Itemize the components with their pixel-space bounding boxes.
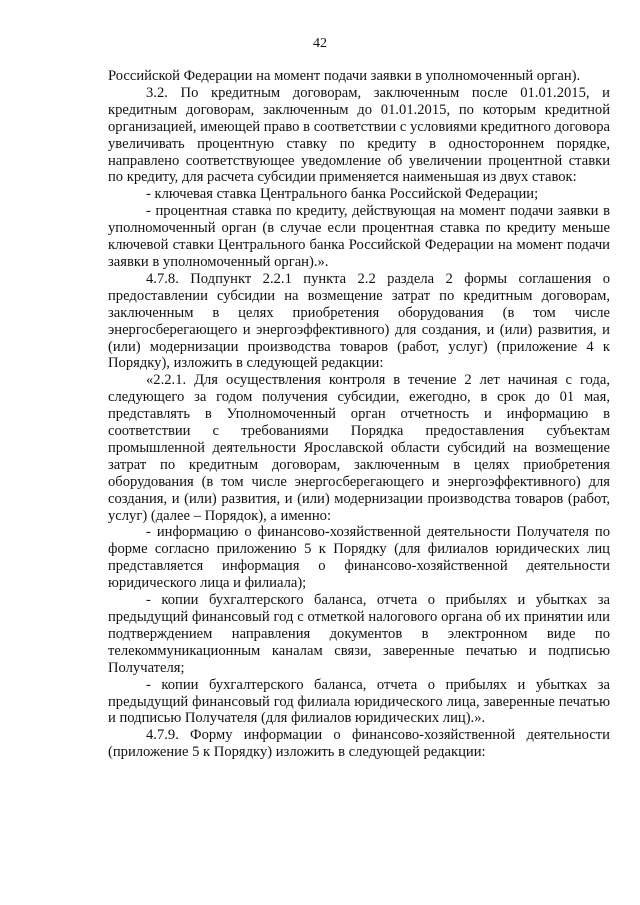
list-item-loan-rate: - процентная ставка по кредиту, действующая на момент подачи заявки в уполномоченный орган (в случае если процентная ставка по кредиту меньше ключевой ставки Центрального банка Российской Федерации на момент подачи заявки в уполномоченный орган).».: [108, 203, 610, 270]
list-item-balance-copies: - копии бухгалтерского баланса, отчета о прибылях и убытках за предыдущий финансовый год с отметкой налогового органа об их принятии или подтверждением направления документов в электронном виде по телекоммуникационным каналам связи, заверенные печатью и подписью Получателя;: [108, 592, 610, 676]
page-number: 42: [313, 36, 327, 51]
paragraph-2-2-1: «2.2.1. Для осуществления контроля в течение 2 лет начиная с года, следующего за годом получения субсидии, ежегодно, в срок до 01 мая, представлять в Уполномоченный орган отчетность и информацию в соответствии с требованиями Порядка предоставления субъектам промышленной деятельности Ярославской области субсидий на возмещение затрат по кредитным договорам, заключенным в целях приобретения оборудования (в том числе энергосберегающего и энергоэффективного) для создания, и (или) развития, и (или) модернизации производства товаров (работ, услуг) (далее – Порядок), а именно:: [108, 372, 610, 524]
paragraph-4-7-9: 4.7.9. Форму информации о финансово-хозяйственной деятельности (приложение 5 к Порядку) изложить в следующей редакции:: [108, 727, 610, 761]
paragraph-3-2: 3.2. По кредитным договорам, заключенным после 01.01.2015, и кредитным договорам, заключенным до 01.01.2015, по которым кредитной организацией, имеющей право в соответствии с условиями кредитного договора увеличивать процентную ставку по кредиту в одностороннем порядке, направлено соответствующее уведомление об увеличении процентной ставки по кредиту, для расчета субсидии применяется наименьшая из двух ставок:: [108, 84, 610, 186]
list-item-financial-info: - информацию о финансово-хозяйственной деятельности Получателя по форме согласно приложению 5 к Порядку (для филиалов юридических лиц представляется информация о финансово-хозяйственной деятельности юридического лица и филиала);: [108, 524, 610, 592]
list-item-branch-balance-copies: - копии бухгалтерского баланса, отчета о прибылях и убытках за предыдущий финансовый год филиала юридического лица, заверенные печатью и подписью Получателя (для филиалов юридических лиц).».: [108, 676, 610, 727]
paragraph-4-7-8: 4.7.8. Подпункт 2.2.1 пункта 2.2 раздела 2 формы соглашения о предоставлении субсидии на возмещение затрат по кредитным договорам, заключенным в целях приобретения оборудования (в том числе энергосберегающего и энергоэффективного) для создания, и (или) развития, и (или) модернизации производства товаров (работ, услуг) (приложение 4 к Порядку), изложить в следующей редакции:: [108, 270, 610, 372]
document-body: [108, 68, 610, 761]
paragraph-continuation: Российской Федерации на момент подачи заявки в уполномоченный орган).: [108, 68, 581, 84]
list-item-key-rate: - ключевая ставка Центрального банка Российской Федерации;: [146, 186, 539, 203]
